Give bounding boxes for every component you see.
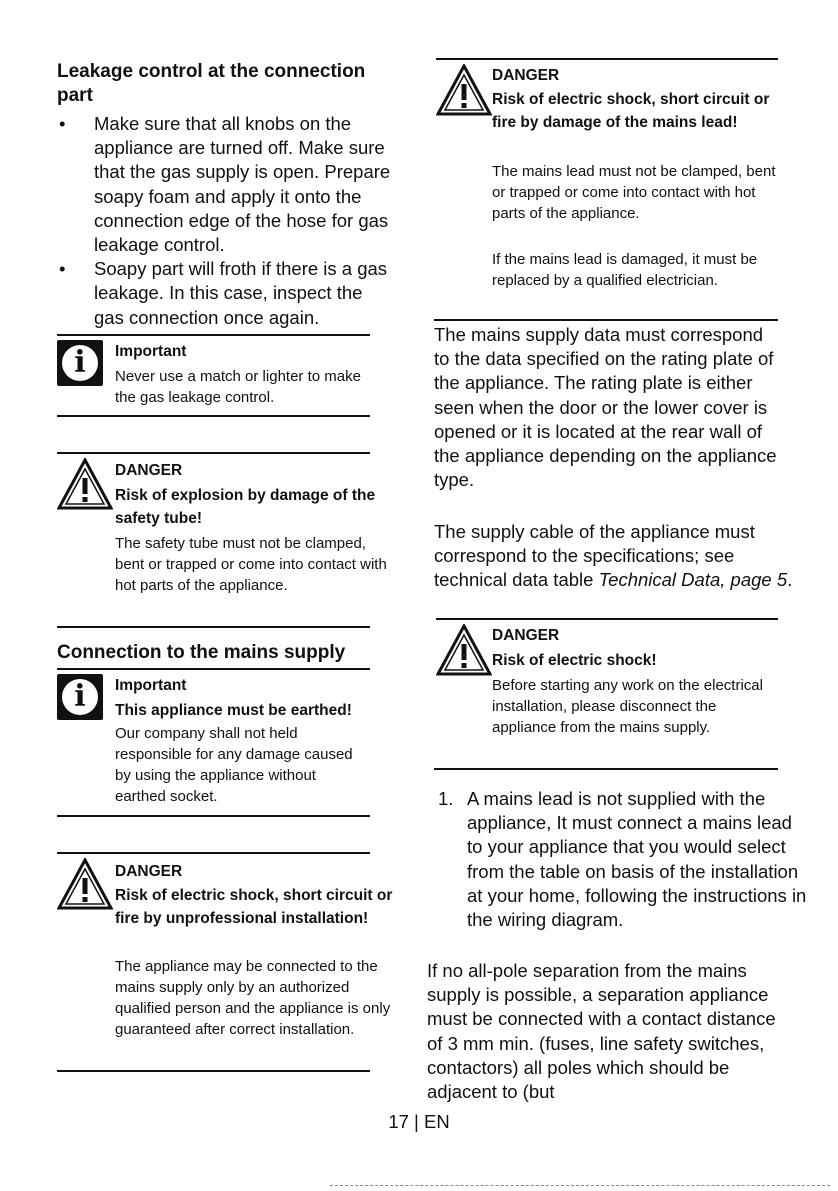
warning-triangle-icon: [57, 458, 113, 510]
info-icon: i: [57, 674, 103, 720]
danger-title: DANGER: [492, 67, 560, 84]
bullet-icon: •: [59, 113, 66, 134]
danger-title: DANGER: [492, 627, 560, 644]
danger-text: The mains lead must not be clamped, bent or trapped or come into contact with hot parts of the appliance.: [492, 163, 776, 222]
divider: [57, 815, 370, 817]
leak-bullet-list: [57, 112, 393, 330]
cross-reference-link[interactable]: Technical Data, page 5: [598, 569, 788, 591]
important-title: Important: [115, 677, 187, 694]
danger-subtitle: Risk of explosion by damage of the safety tube!: [115, 487, 376, 527]
bullet-icon: •: [59, 258, 66, 280]
important-text: Our company shall not held responsible for any damage caused by using the appliance without earthed socket.: [115, 725, 353, 805]
divider: [436, 58, 778, 60]
divider: [57, 415, 370, 417]
warning-triangle-icon: [57, 858, 113, 910]
list-item: [57, 112, 393, 257]
list-item: [57, 257, 393, 330]
danger-subtitle: Risk of electric shock, short circuit or fire by unprofessional installation!: [115, 887, 393, 927]
info-icon: i: [57, 340, 103, 386]
warning-triangle-icon: [436, 64, 492, 116]
danger-text: The appliance may be connected to the mains supply only by an authorized qualified person and the appliance is only guaranteed after correct installation.: [115, 958, 391, 1038]
list-item-text: Soapy part will froth if there is a gas leakage. In this case, inspect the gas connection once again.: [94, 258, 388, 328]
step-number: 1.: [438, 788, 454, 809]
page-number: 17 | EN: [388, 1111, 450, 1132]
divider: [57, 626, 370, 628]
warning-triangle-icon: [436, 624, 492, 676]
separation-paragraph: If no all-pole separation from the mains supply is possible, a separation appliance must be connected with a contact distance of 3 mm min. (fuses, line safety switches, contactors) all poles which should be adjacent to (but: [427, 960, 776, 1103]
danger-subtitle: Risk of electric shock, short circuit or fire by damage of the mains lead!: [492, 91, 770, 131]
divider: [57, 668, 370, 670]
step-text: A mains lead is not supplied with the appliance, It must connect a mains lead to your appliance that you would select from the table on basis of the installation at your home, following the instructions in the wiring diagram.: [467, 788, 807, 931]
paragraph-text: The supply cable of the appliance must correspond to the specifications; see technical data table: [434, 521, 755, 591]
danger-title: DANGER: [115, 863, 183, 880]
bottom-dashed-line: [330, 1185, 830, 1186]
divider: [57, 852, 370, 854]
rating-paragraph: The mains supply data must correspond to the data specified on the rating plate of the appliance. The rating plate is either seen when the door or the lower cover is opened or it is located at the rear wall of the appliance depending on the appliance type.: [434, 324, 777, 491]
paragraph-text: .: [787, 569, 793, 591]
important-subtitle: This appliance must be earthed!: [115, 702, 352, 719]
important-text: Never use a match or lighter to make the gas leakage control.: [115, 368, 361, 406]
divider: [57, 452, 370, 454]
step-item: [438, 787, 807, 932]
divider: [57, 334, 370, 336]
important-title: Important: [115, 343, 187, 360]
right-column: [427, 0, 807, 1103]
danger-subtitle: Risk of electric shock!: [492, 652, 657, 669]
divider: [434, 768, 778, 770]
list-item-text: Make sure that all knobs on the appliance are turned off. Make sure that the gas supply is open. Prepare soapy foam and apply it onto the connection edge of the hose for gas leakage control.: [94, 113, 391, 256]
danger-text: Before starting any work on the electrical installation, please disconnect the appliance from the mains supply.: [492, 677, 763, 736]
danger-title: DANGER: [115, 462, 183, 479]
divider: [57, 1070, 370, 1072]
divider: [436, 618, 778, 620]
divider: [434, 319, 778, 321]
danger-text: If the mains lead is damaged, it must be replaced by a qualified electrician.: [492, 251, 758, 289]
leak-heading: Leakage control at the connection part: [57, 61, 366, 106]
danger-text: The safety tube must not be clamped, bent or trapped or come into contact with hot parts of the appliance.: [115, 535, 387, 594]
mains-heading: Connection to the mains supply: [57, 642, 346, 663]
supply-cable-paragraph: [434, 520, 794, 593]
